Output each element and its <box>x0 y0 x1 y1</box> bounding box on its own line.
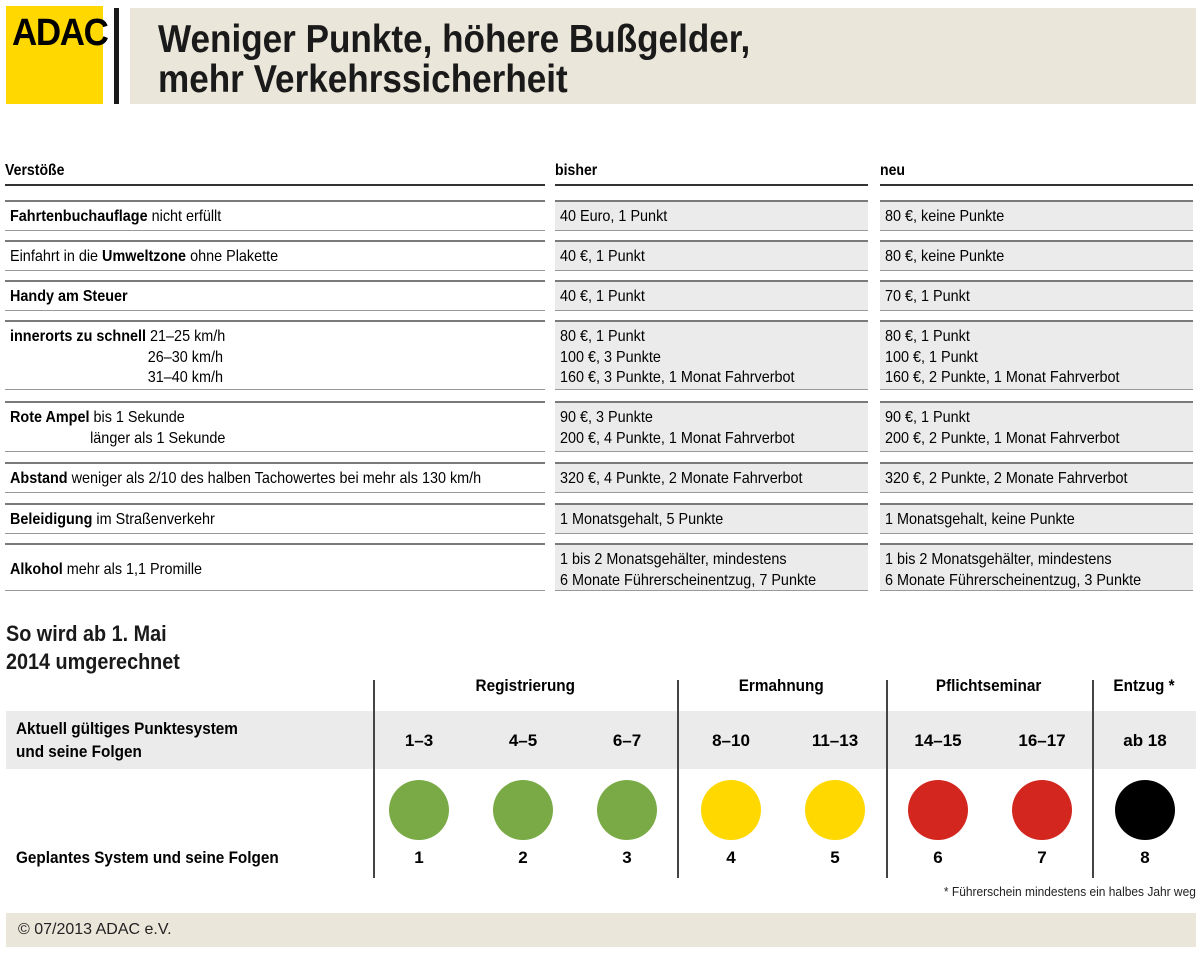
violation-subcase: länger als 1 Sekunde <box>90 429 226 447</box>
violation-detail: nicht erfüllt <box>147 208 222 225</box>
penalty-line: 320 €, 4 Punkte, 2 Monate Fahrverbot <box>560 470 803 487</box>
footer <box>6 913 1196 947</box>
new-points-value: 3 <box>622 848 632 867</box>
new-points-value: 2 <box>518 848 528 867</box>
violation-cell <box>5 320 545 390</box>
penalty-line: 160 €, 2 Punkte, 1 Monat Fahrverbot <box>885 369 1120 386</box>
penalty-line: 100 €, 1 Punkt <box>885 348 978 366</box>
points-level-dot <box>701 780 761 840</box>
penalty-line: 40 €, 1 Punkt <box>560 248 645 265</box>
new-penalty-cell <box>880 401 1193 452</box>
violation-detail: weniger als 2/10 des halben Tachowertes bei mehr als 130 km/h <box>67 470 482 487</box>
violation-name: Rote Ampel <box>10 409 90 426</box>
points-level-dot <box>1012 780 1072 840</box>
violation-detail: mehr als 1,1 Promille <box>62 561 203 578</box>
penalty-line: 100 €, 3 Punkte <box>560 348 661 366</box>
new-penalty-cell <box>880 200 1193 231</box>
current-points-range: 14–15 <box>914 731 962 750</box>
old-penalty-cell <box>555 543 868 591</box>
violation-name: Umweltzone <box>102 248 187 265</box>
new-penalty-cell <box>880 543 1193 591</box>
current-system-label: Aktuell gültiges Punktesystem und seine Folgen <box>16 719 238 761</box>
conversion-title-line-2: 2014 umgerechnet <box>6 649 180 674</box>
new-penalty-cell <box>880 280 1193 311</box>
new-penalty-cell <box>880 462 1193 493</box>
group-ermahnung: Ermahnung <box>738 676 824 695</box>
header-old: bisher <box>555 160 868 186</box>
violation-subcase: 21–25 km/h <box>150 328 226 345</box>
violation-detail: im Straßenverkehr <box>92 511 215 528</box>
penalty-line: 80 €, keine Punkte <box>885 248 1005 265</box>
violation-cell <box>5 543 545 591</box>
violation-cell <box>5 280 545 311</box>
penalty-line: 80 €, 1 Punkt <box>560 328 645 345</box>
points-level-dot <box>493 780 553 840</box>
current-points-range: 16–17 <box>1018 731 1066 750</box>
penalty-line: 6 Monate Führerscheinentzug, 7 Punkte <box>560 571 817 589</box>
old-penalty-cell <box>555 320 868 390</box>
planned-system-label: Geplantes System und seine Folgen <box>16 848 279 867</box>
old-penalty-cell <box>555 503 868 534</box>
violation-name: Alkohol <box>10 561 63 578</box>
new-points-value: 8 <box>1140 848 1150 867</box>
footnote: * Führerschein mindestens ein halbes Jahr weg <box>944 884 1196 899</box>
penalty-line: 1 Monatsgehalt, keine Punkte <box>885 511 1075 528</box>
header-violations: Verstöße <box>5 160 545 186</box>
adac-logo <box>6 6 108 104</box>
violation-subcase: 31–40 km/h <box>147 369 223 386</box>
conversion-title <box>6 620 180 676</box>
penalty-line: 80 €, keine Punkte <box>885 208 1005 225</box>
old-penalty-cell <box>555 401 868 452</box>
penalty-line: 200 €, 2 Punkte, 1 Monat Fahrverbot <box>885 429 1120 447</box>
penalty-line: 160 €, 3 Punkte, 1 Monat Fahrverbot <box>560 369 795 386</box>
current-points-range: 6–7 <box>612 731 642 750</box>
current-points-range: 8–10 <box>712 731 750 750</box>
group-divider <box>677 680 679 878</box>
violation-name: Beleidigung <box>10 511 93 528</box>
title-box <box>130 8 1196 104</box>
current-points-range: ab 18 <box>1123 731 1167 750</box>
logo-text: ADAC <box>12 12 108 54</box>
new-penalty-cell <box>880 503 1193 534</box>
new-points-value: 6 <box>933 848 943 867</box>
penalty-line: 200 €, 4 Punkte, 1 Monat Fahrverbot <box>560 429 795 447</box>
current-points-range: 1–3 <box>404 731 434 750</box>
old-penalty-cell <box>555 280 868 311</box>
points-level-dot <box>1115 780 1175 840</box>
violation-cell <box>5 503 545 534</box>
current-points-range: 4–5 <box>508 731 538 750</box>
new-points-value: 7 <box>1037 848 1047 867</box>
header-new: neu <box>880 160 1193 186</box>
violation-subcase: bis 1 Sekunde <box>93 409 185 426</box>
penalty-line: 320 €, 2 Punkte, 2 Monate Fahrverbot <box>885 470 1128 487</box>
old-penalty-cell <box>555 462 868 493</box>
violation-name: Handy am Steuer <box>10 288 128 305</box>
violation-name: innerorts zu schnell <box>10 328 147 345</box>
new-points-value: 5 <box>830 848 840 867</box>
violation-cell <box>5 200 545 231</box>
group-pflichtseminar: Pflichtseminar <box>936 676 1042 695</box>
violation-cell <box>5 401 545 452</box>
old-penalty-cell <box>555 240 868 271</box>
new-points-value: 1 <box>414 848 424 867</box>
penalty-line: 70 €, 1 Punkt <box>885 288 970 305</box>
penalty-line: 6 Monate Führerscheinentzug, 3 Punkte <box>885 571 1142 589</box>
group-entzug: Entzug * <box>1113 676 1175 695</box>
old-penalty-cell <box>555 200 868 231</box>
current-points-range: 11–13 <box>811 731 859 750</box>
violation-detail: ohne Plakette <box>186 248 279 265</box>
header-divider <box>114 8 119 104</box>
penalty-line: 1 Monatsgehalt, 5 Punkte <box>560 511 724 528</box>
group-divider <box>373 680 375 878</box>
group-divider <box>1092 680 1094 878</box>
new-penalty-cell <box>880 240 1193 271</box>
penalty-line: 90 €, 1 Punkt <box>885 409 970 426</box>
conversion-title-line-1: So wird ab 1. Mai <box>6 621 167 646</box>
new-penalty-cell <box>880 320 1193 390</box>
group-divider <box>886 680 888 878</box>
copyright: © 07/2013 ADAC e.V. <box>18 921 172 938</box>
points-level-dot <box>597 780 657 840</box>
page-title <box>158 20 750 100</box>
new-points-value: 4 <box>726 848 736 867</box>
violation-subcase: 26–30 km/h <box>147 348 223 366</box>
violation-name: Fahrtenbuchauflage <box>10 208 148 225</box>
points-level-dot <box>805 780 865 840</box>
title-line-2: mehr Verkehrssicherheit <box>158 58 568 101</box>
violation-cell <box>5 462 545 493</box>
violation-cell <box>5 240 545 271</box>
penalty-line: 40 €, 1 Punkt <box>560 288 645 305</box>
penalty-line: 1 bis 2 Monatsgehälter, mindestens <box>560 551 787 568</box>
penalty-line: 1 bis 2 Monatsgehälter, mindestens <box>885 551 1112 568</box>
penalty-line: 40 Euro, 1 Punkt <box>560 208 668 225</box>
violation-text: Einfahrt in die <box>10 248 103 265</box>
points-level-dot <box>908 780 968 840</box>
penalty-line: 90 €, 3 Punkte <box>560 409 653 426</box>
violation-name: Abstand <box>10 470 68 487</box>
group-registrierung: Registrierung <box>475 676 575 695</box>
penalty-line: 80 €, 1 Punkt <box>885 328 970 345</box>
title-line-1: Weniger Punkte, höhere Bußgelder, <box>158 18 751 61</box>
points-level-dot <box>389 780 449 840</box>
